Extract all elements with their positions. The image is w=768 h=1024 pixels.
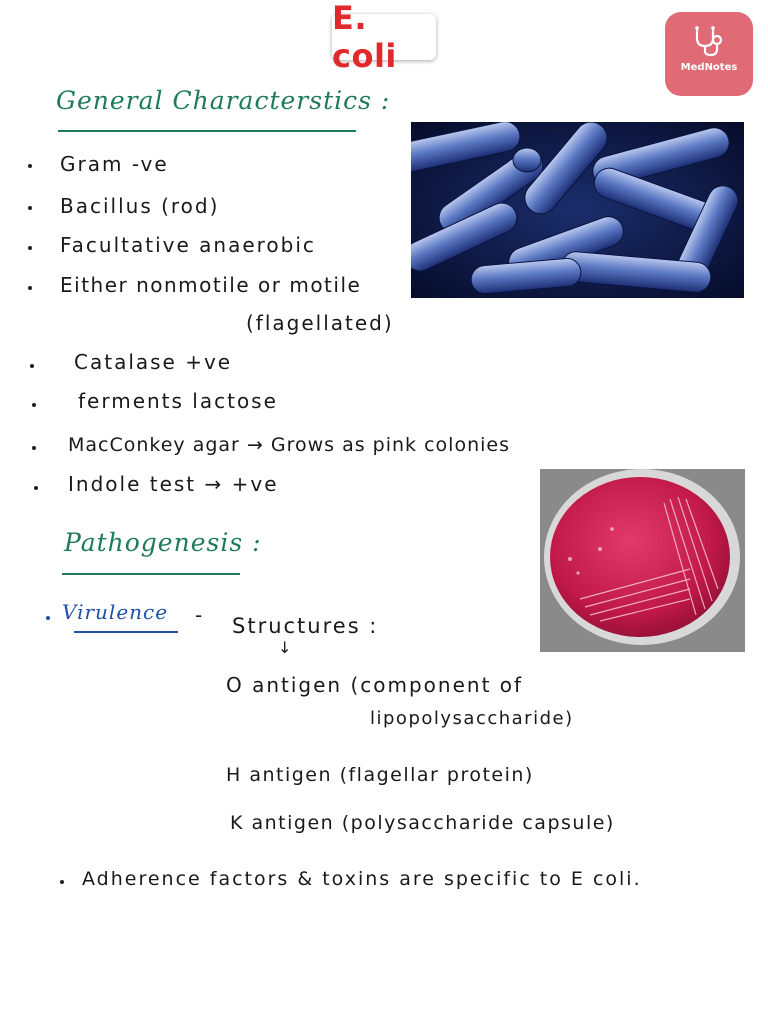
list-item: Indole test → +ve [68, 472, 279, 496]
virulence-dash: - [195, 603, 205, 627]
bullet [32, 446, 36, 450]
list-item: Either nonmotile or motile [60, 273, 362, 297]
general-heading: General Characterstics : [56, 86, 391, 115]
stethoscope-icon [691, 24, 727, 58]
bullet [32, 403, 36, 407]
bullet [28, 246, 32, 250]
h-antigen: H antigen (flagellar protein) [226, 764, 534, 786]
down-arrow-icon: ↓ [278, 638, 294, 657]
bullet [34, 486, 38, 490]
general-underline [58, 130, 356, 132]
bullet [28, 164, 32, 168]
ecoli-micrograph [411, 122, 744, 298]
structures-heading: Structures : [232, 614, 379, 638]
bullet [28, 206, 32, 210]
bullet [28, 286, 32, 290]
bullet [30, 364, 34, 368]
list-item: Catalase +ve [74, 350, 233, 374]
list-item: Facultative anaerobic [60, 233, 316, 257]
pathogenesis-underline [62, 573, 240, 575]
page-title: E. coli [332, 0, 397, 75]
mednotes-logo [665, 12, 753, 96]
logo-text: MedNotes [680, 62, 738, 73]
o-antigen: O antigen (component of [226, 673, 524, 697]
pathogenesis-heading: Pathogenesis : [64, 528, 262, 557]
virulence-underline [74, 631, 178, 633]
k-antigen: K antigen (polysaccharide capsule) [230, 812, 615, 834]
bullet [60, 880, 64, 884]
macconkey-plate-photo [540, 469, 745, 652]
list-item: ferments lactose [78, 389, 278, 413]
list-item: Bacillus (rod) [60, 194, 220, 218]
list-item: MacConkey agar → Grows as pink colonies [68, 434, 510, 456]
list-item-continuation: (flagellated) [246, 311, 394, 335]
adherence-note: Adherence factors & toxins are specific to E coli. [82, 868, 642, 890]
bullet [46, 616, 50, 620]
list-item: Gram -ve [60, 152, 169, 176]
o-antigen-continuation: lipopolysaccharide) [370, 708, 574, 729]
title-box [332, 0, 436, 75]
virulence-heading: Virulence [62, 600, 169, 624]
